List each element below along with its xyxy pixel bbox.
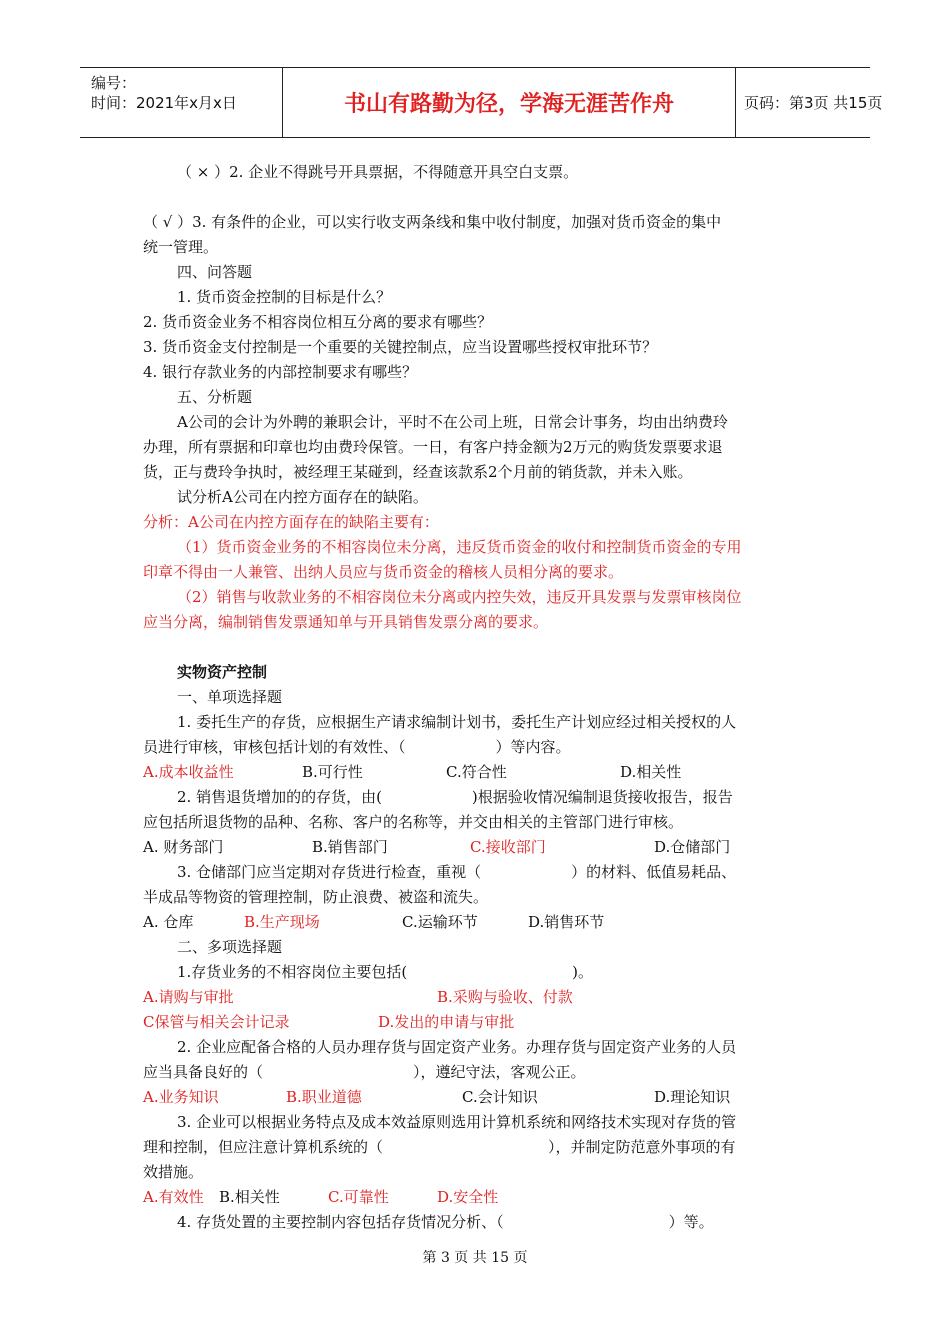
text-line: 员进行审核，审核包括计划的有效性、（ ）等内容。 [143,738,571,756]
text-line: B.生产现场 [244,913,320,931]
text-line: A. 财务部门 [143,838,224,856]
text-line: （ √ ）3. 有条件的企业，可以实行收支两条线和集中收付制度，加强对货币资金的集中 [143,213,722,231]
text-line: D.相关性 [620,763,682,781]
text-line: 实物资产控制 [177,663,268,681]
text-line: 办理，所有票据和印章也均由费玲保管。一日，有客户持金额为2万元的购货发票要求退 [143,438,723,456]
text-line: （ × ）2. 企业不得跳号开具票据，不得随意开具空白支票。 [177,163,579,181]
text-line: D.发出的申请与审批 [378,1013,515,1031]
text-line: 一、单项选择题 [177,688,283,706]
header-motto: 书山有路勤为径，学海无涯苦作舟 [282,68,736,137]
text-line: 4. 银行存款业务的内部控制要求有哪些？ [143,363,418,381]
text-line: 1. 委托生产的存货，应根据生产请求编制计划书，委托生产计划应经过相关授权的人 [177,713,737,731]
text-line: （1）货币资金业务的不相容岗位未分离，违反货币资金的收付和控制货币资金的专用 [177,538,742,556]
text-line: D.理论知识 [654,1088,731,1106]
text-line: B.相关性 [219,1188,280,1206]
text-line: B.采购与验收、付款 [437,988,573,1006]
page-header [80,67,883,138]
serial-label: 编号： [91,74,137,92]
text-line: A. 仓库 [143,913,194,931]
header-meta [80,68,282,137]
text-line: A.业务知识 [143,1088,219,1106]
text-line: 3. 企业可以根据业务特点及成本效益原则选用计算机系统和网络技术实现对存货的管 [177,1113,737,1131]
text-line: 二、多项选择题 [177,938,283,956]
text-line: C.可靠性 [328,1188,389,1206]
text-line: 2. 货币资金业务不相容岗位相互分离的要求有哪些？ [143,313,493,331]
text-line: A公司的会计为外聘的兼职会计，平时不在公司上班，日常会计事务，均由出纳费玲 [177,413,728,431]
text-line: 应当具备良好的（ ），遵纪守法，客观公正。 [143,1063,586,1081]
text-line: B.职业道德 [286,1088,362,1106]
text-line: 四、问答题 [177,263,253,281]
text-line: D.仓储部门 [654,838,731,856]
text-line: 试分析A公司在内控方面存在的缺陷。 [177,488,428,506]
text-line: （2）销售与收款业务的不相容岗位未分离或内控失效，违反开具发票与发票审核岗位 [177,588,742,606]
header-page-number: 页码：第3页 共15页 [744,94,883,112]
text-line: 半成品等物资的管理控制，防止浪费、被盗和流失。 [143,888,489,906]
text-line: D.安全性 [437,1188,499,1206]
text-line: 1. 货币资金控制的目标是什么？ [177,288,392,306]
text-line: 2. 企业应配备合格的人员办理存货与固定资产业务。办理存货与固定资产业务的人员 [177,1038,737,1056]
text-line: 效措施。 [143,1163,204,1181]
text-line: 3. 货币资金支付控制是一个重要的关键控制点，应当设置哪些授权审批环节？ [143,338,658,356]
text-line: C.会计知识 [462,1088,538,1106]
text-line: B.可行性 [302,763,363,781]
text-line: A.成本收益性 [143,763,234,781]
text-line: 1.存货业务的不相容岗位主要包括( )。 [177,963,594,981]
text-line: A.请购与审批 [143,988,234,1006]
text-line: 统一管理。 [143,238,219,256]
text-line: 应包括所退货物的品种、名称、客户的名称等，并交由相关的主管部门进行审核。 [143,813,684,831]
text-line: C.接收部门 [470,838,546,856]
text-line: 分析：A公司在内控方面存在的缺陷主要有： [143,513,439,531]
text-line: C保管与相关会计记录 [143,1013,290,1031]
date-label: 时间：2021年x月x日 [91,94,237,112]
text-line: D.销售环节 [528,913,605,931]
text-line: A.有效性 [143,1188,204,1206]
text-line: 五、分析题 [177,388,253,406]
text-line: 3. 仓储部门应当定期对存货进行检查，重视（ ）的材料、低值易耗品、 [177,863,737,881]
text-line: C.运输环节 [402,913,478,931]
page-footer: 第 3 页 共 15 页 [422,1250,528,1266]
text-line: 2. 销售退货增加的的存货，由( )根据验收情况编制退货接收报告，报告 [177,788,733,806]
text-line: 应当分离，编制销售发票通知单与开具销售发票分离的要求。 [143,613,549,631]
text-line: 4. 存货处置的主要控制内容包括存货情况分析、（ ）等。 [177,1213,714,1231]
text-line: 理和控制，但应注意计算机系统的（ ），并制定防范意外事项的有 [143,1138,736,1156]
text-line: C.符合性 [446,763,507,781]
text-line: 货，正与费玲争执时，被经理王某碰到，经查该款系2个月前的销货款，并未入账。 [143,463,693,481]
text-line: 印章不得由一人兼管、出纳人员应与货币资金的稽核人员相分离的要求。 [143,563,624,581]
text-line: B.销售部门 [312,838,388,856]
